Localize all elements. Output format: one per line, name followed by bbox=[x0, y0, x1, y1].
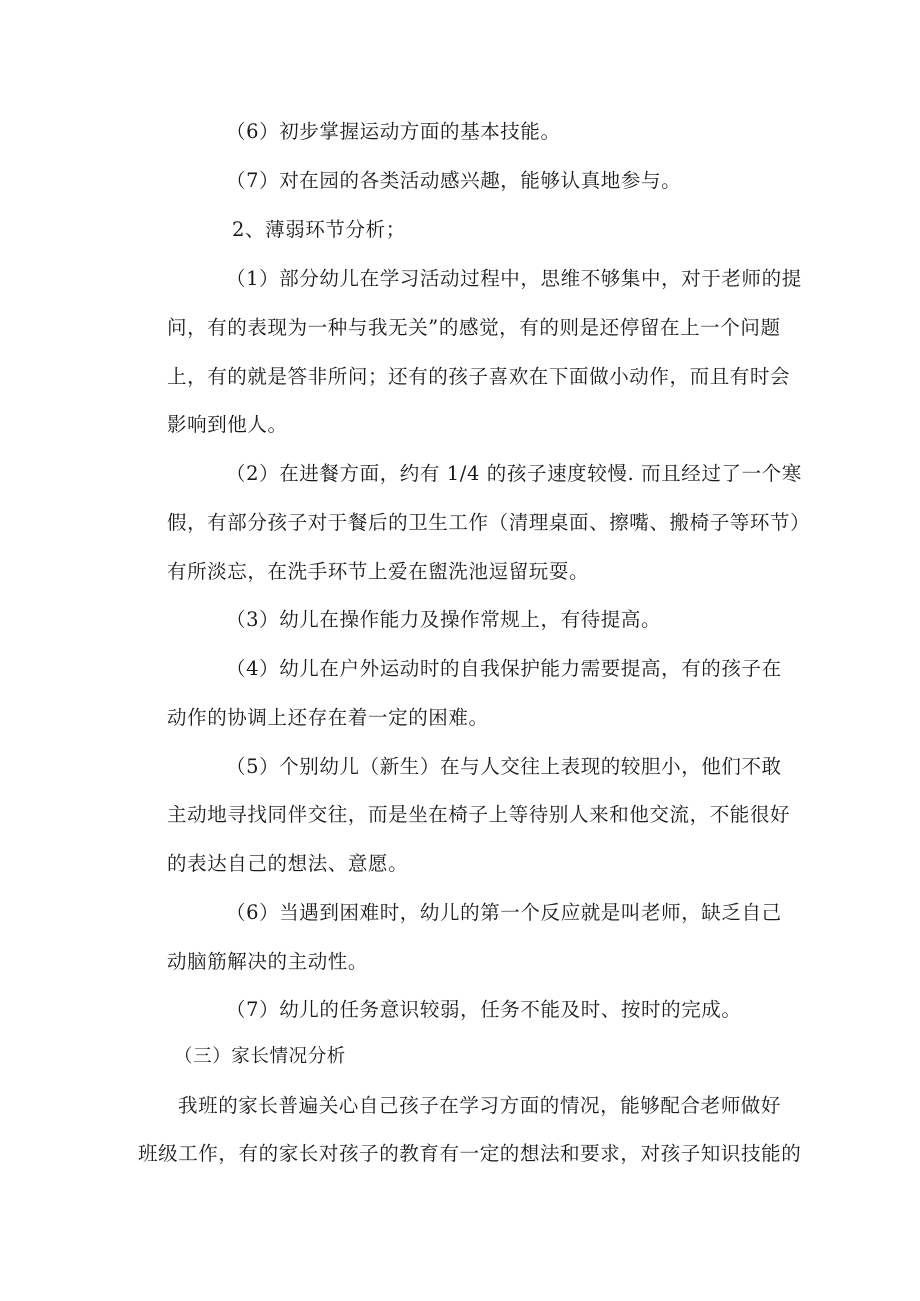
text-line-8: （2）在进餐方面，约有 1/4 的孩子速度较慢. 而且经过了一个寒 bbox=[226, 462, 802, 485]
section-heading-weak-points: 2、薄弱环节分析； bbox=[232, 218, 406, 241]
text-line-9: 假，有部分孩子对于餐后的卫生工作（清理桌面、擦嘴、搬椅子等环节） bbox=[167, 511, 811, 534]
section-heading-parents: （三）家长情况分析 bbox=[174, 1046, 346, 1067]
text-line-17: （6）当遇到困难时，幼儿的第一个反应就是叫老师，缺乏自己 bbox=[226, 901, 782, 924]
text-line-11: （3）幼儿在操作能力及操作常规上，有待提高。 bbox=[226, 608, 662, 631]
text-line-7: 影响到他人。 bbox=[167, 413, 288, 436]
text-line-18: 动脑筋解决的主动性。 bbox=[167, 950, 369, 973]
text-line-5: 问，有的表现为一种与我无关”的感觉，有的则是还停留在上一个问题 bbox=[167, 316, 781, 339]
text-line-4: （1）部分幼儿在学习活动过程中，思维不够集中，对于老师的提 bbox=[226, 267, 802, 290]
text-line-21: 我班的家长普遍关心自己孩子在学习方面的情况，能够配合老师做好 bbox=[178, 1094, 782, 1117]
text-line-15: 主动地寻找同伴交往，而是坐在椅子上等待别人来和他交流，不能很好 bbox=[167, 803, 791, 826]
text-line-13: 动作的协调上还存在着一定的困难。 bbox=[167, 706, 489, 729]
text-line-6: 上，有的就是答非所问；还有的孩子喜欢在下面做小动作，而且有时会 bbox=[167, 365, 791, 388]
text-line-10: 有所淡忘，在洗手环节上爱在盥洗池逗留玩耍。 bbox=[167, 560, 590, 583]
text-line-12: （4）幼儿在户外运动时的自我保护能力需要提高，有的孩子在 bbox=[226, 657, 782, 680]
text-line-2: （7）对在园的各类活动感兴趣，能够认真地参与。 bbox=[226, 169, 682, 192]
text-line-16: 的表达自己的想法、意愿。 bbox=[167, 852, 409, 875]
text-line-14: （5）个别幼儿（新生）在与人交往上表现的较胆小，他们不敢 bbox=[226, 755, 782, 778]
text-line-22: 班级工作，有的家长对孩子的教育有一定的想法和要求，对孩子知识技能的 bbox=[138, 1142, 802, 1165]
text-line-1: （6）初步掌握运动方面的基本技能。 bbox=[226, 120, 561, 143]
text-line-19: （7）幼儿的任务意识较弱，任务不能及时、按时的完成。 bbox=[226, 998, 742, 1021]
